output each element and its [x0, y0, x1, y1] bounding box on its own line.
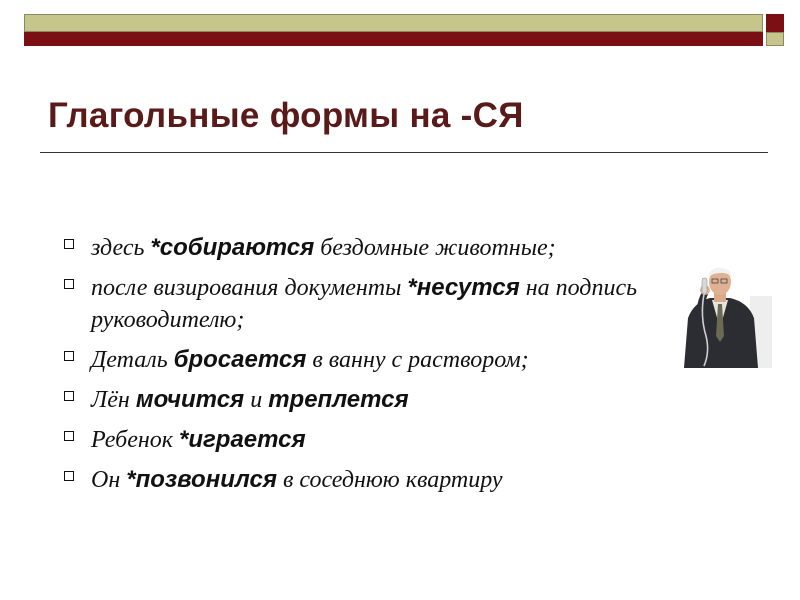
bullet-verb: *играется	[178, 426, 306, 453]
bullet-text: Деталь	[91, 347, 174, 373]
square-bullet-icon	[64, 279, 74, 289]
man-on-phone-illustration	[680, 266, 772, 368]
slide-title: Глагольные формы на -СЯ	[48, 96, 524, 135]
bullet-text: после визирования документы	[91, 275, 408, 301]
bullet-text: в ванну с раствором;	[306, 347, 529, 373]
bullet-verb: *несутся	[407, 274, 520, 301]
title-underline	[40, 152, 768, 153]
bullet-item	[64, 424, 654, 456]
bullet-item	[64, 272, 654, 336]
square-bullet-icon	[64, 431, 74, 441]
square-bullet-icon	[64, 351, 74, 361]
bullet-text: Ребенок	[91, 427, 179, 453]
man-on-phone-photo	[680, 266, 772, 368]
bullet-item	[64, 344, 654, 376]
square-bullet-icon	[64, 391, 74, 401]
header-maroon-stripe	[24, 32, 763, 46]
bullet-text: в соседнюю квартиру	[276, 467, 503, 493]
bullet-item	[64, 232, 654, 264]
square-bullet-icon	[64, 239, 74, 249]
bullet-text: и	[244, 387, 269, 413]
bullet-text: на подпись руководителю;	[91, 275, 638, 333]
bullet-item	[64, 464, 654, 496]
bullet-item	[64, 384, 654, 416]
bullet-verb: *позвонился	[126, 466, 277, 493]
bullet-text: бездомные животные;	[314, 235, 556, 261]
bullet-verb: *собираются	[150, 234, 315, 261]
header-olive-stripe	[24, 14, 763, 32]
bullet-verb: треплется	[268, 386, 409, 413]
square-bullet-icon	[64, 471, 74, 481]
bullet-verb: мочится	[135, 386, 245, 413]
bullet-text: Лён	[91, 387, 136, 413]
bullet-text: здесь	[91, 235, 151, 261]
bullet-text: Он	[91, 467, 127, 493]
header-decoration-bar	[24, 14, 763, 46]
corner-square-light	[766, 32, 784, 46]
bullet-verb: бросается	[173, 346, 307, 373]
corner-square-dark	[766, 14, 784, 32]
bullet-list	[64, 232, 654, 504]
